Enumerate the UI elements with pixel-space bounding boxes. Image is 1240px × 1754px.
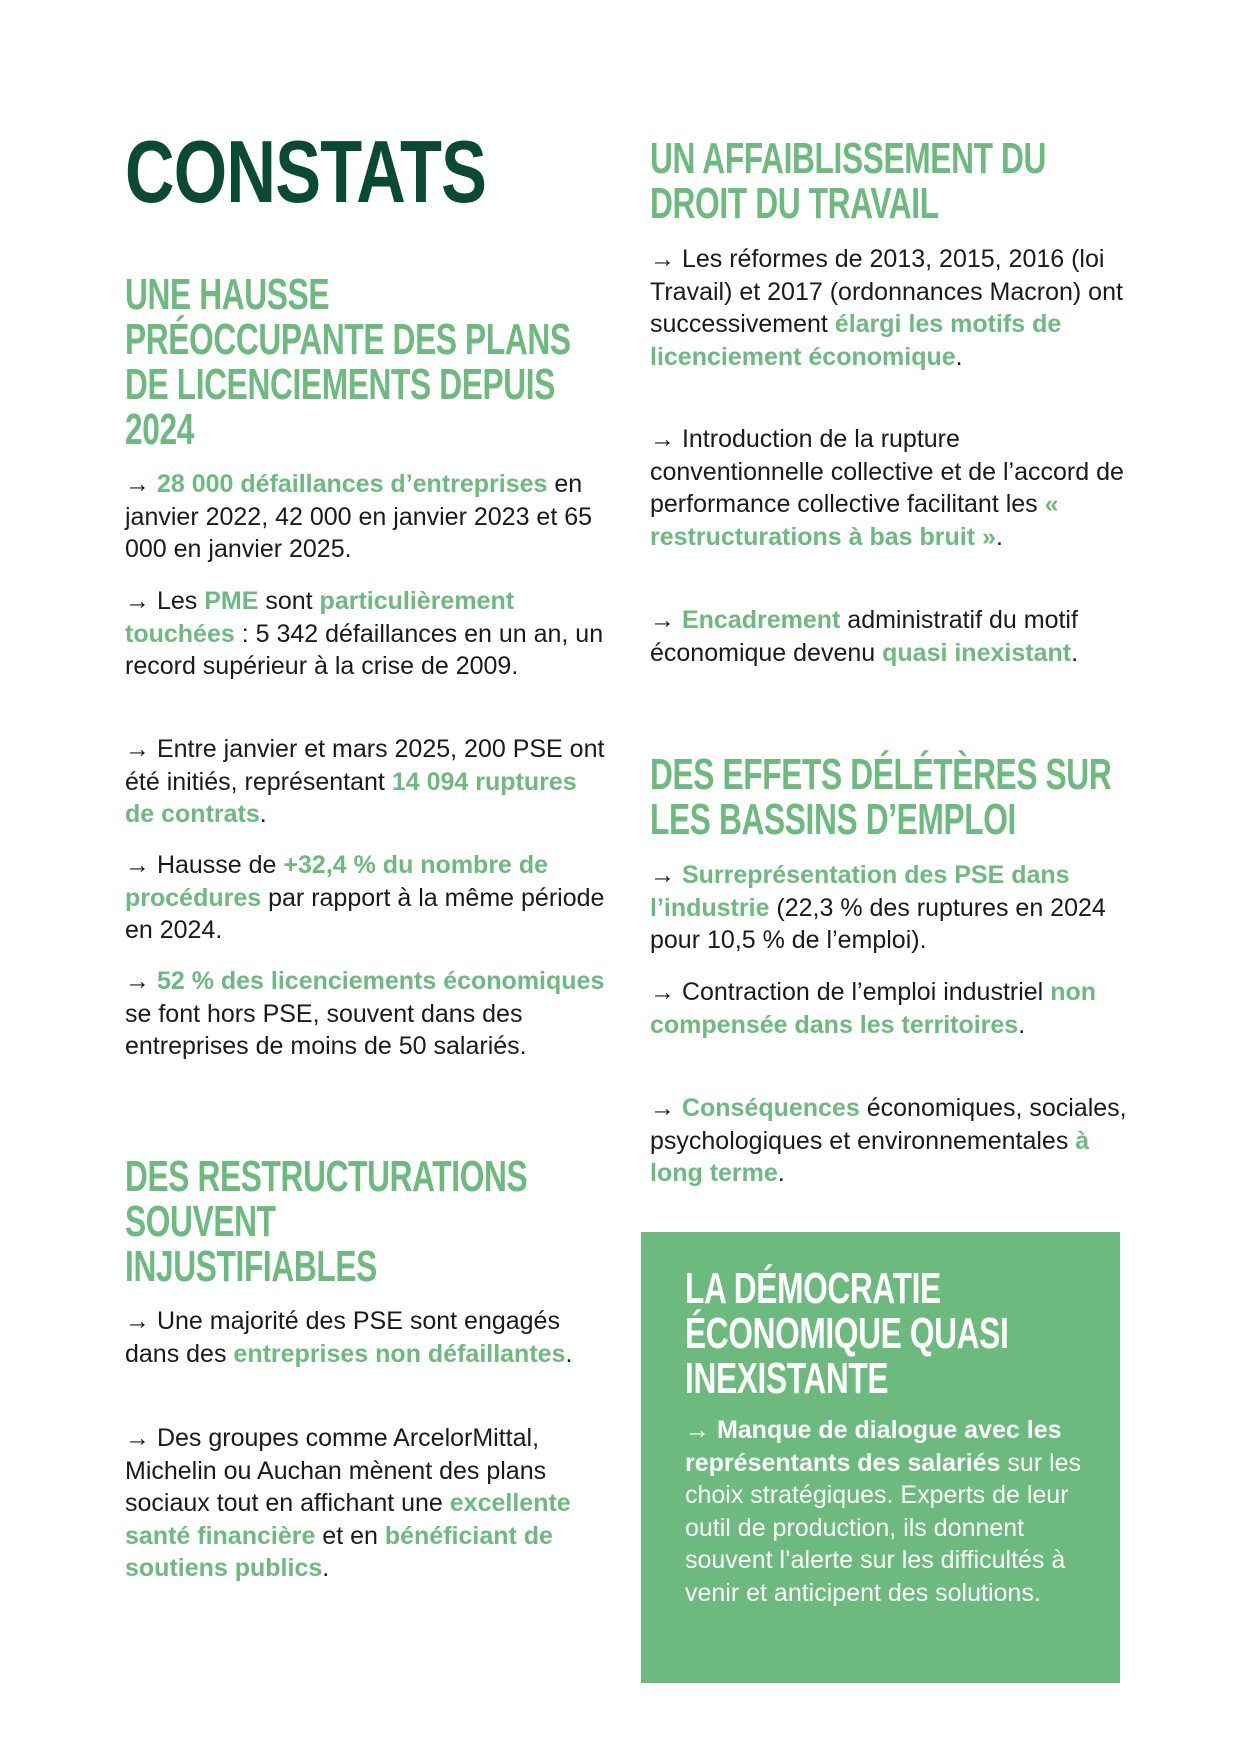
- highlight-text: « restructurations à bas bruit »: [650, 490, 1059, 551]
- paragraph: [125, 1422, 595, 1585]
- paragraph: [125, 849, 605, 947]
- paragraph: [650, 1092, 1130, 1190]
- highlight-text: élargi les motifs de licenciement économique: [650, 310, 1062, 371]
- heading-line: SOUVENT: [125, 1197, 276, 1246]
- paragraph: [650, 243, 1130, 373]
- section-heading: [125, 272, 622, 452]
- body-text: : 5 342 défaillances en un an, un record supérieur à la crise de 2009.: [125, 619, 604, 680]
- highlight-text: bénéficiant de soutiens publics: [125, 1521, 553, 1582]
- heading-line: DROIT DU TRAVAIL: [650, 179, 939, 228]
- body-text: →: [125, 470, 157, 498]
- highlight-text: Encadrement: [681, 606, 841, 634]
- body-text: .: [1071, 638, 1079, 667]
- heading-line: LA DÉMOCRATIE: [685, 1264, 941, 1313]
- section-effets: [650, 750, 1130, 1187]
- box-content: [685, 1264, 1105, 1607]
- highlight-text: à long terme: [650, 1126, 1090, 1187]
- body-text: sont: [258, 587, 320, 615]
- highlight-text: 28 000 défaillances d’entreprises: [156, 470, 548, 498]
- body-text: →: [125, 967, 157, 995]
- body-text: → Les: [125, 587, 205, 615]
- paragraph: [650, 976, 1130, 1041]
- page-title: CONSTATS: [125, 122, 487, 221]
- heading-line: INEXISTANTE: [685, 1354, 889, 1403]
- highlight-text: entreprises non défaillantes: [233, 1339, 566, 1368]
- body-text: (22,3 % des ruptures en 2024 pour 10,5 % de l’emploi).: [650, 893, 1106, 954]
- heading-line: DE LICENCIEMENTS DEPUIS: [125, 360, 556, 409]
- highlight-text: excellente santé financière: [125, 1489, 571, 1550]
- box-paragraph: [685, 1414, 1105, 1609]
- highlight-text: +32,4 % du nombre de procédures: [125, 851, 549, 912]
- paragraph: [125, 585, 605, 683]
- paragraph: [650, 423, 1130, 553]
- heading-line: 2024: [125, 405, 195, 454]
- body-text: → Les réformes de 2013, 2015, 2016 (loi Travail) et 2017 (ordonnances Macron) ont successivement: [650, 245, 1123, 338]
- paragraph: [650, 859, 1130, 957]
- body-text: .: [259, 800, 267, 828]
- body-text: → Contraction de l’emploi industriel: [650, 978, 1051, 1006]
- body-text: économiques, sociales, psychologiques et environnementales: [650, 1094, 1127, 1155]
- paragraph: [125, 965, 605, 1063]
- body-text: → Hausse de: [125, 851, 284, 879]
- paragraph: [125, 468, 605, 566]
- body-text: → Introduction de la rupture conventionnelle collective et de l’accord de performance collective facilitant les: [650, 425, 1124, 518]
- highlight-text: → Manque de dialogue avec les représentants des salariés: [685, 1416, 1062, 1477]
- highlight-text: 52 % des licenciements économiques: [156, 967, 605, 995]
- body-text: .: [565, 1339, 573, 1368]
- heading-line: INJUSTIFIABLES: [125, 1242, 377, 1291]
- highlight-text: 14 094 ruptures de contrats: [125, 767, 577, 828]
- section-hausse: [125, 270, 605, 1060]
- body-text: →: [650, 606, 682, 634]
- paragraph: [650, 604, 1130, 669]
- box-heading: [685, 1266, 1146, 1401]
- body-text: et en: [315, 1521, 385, 1550]
- paragraph: [125, 1305, 595, 1370]
- highlight-text: Surreprésentation des PSE dans l’industrie: [650, 861, 1070, 922]
- body-text: .: [1018, 1010, 1026, 1039]
- heading-line: DES RESTRUCTURATIONS: [125, 1152, 528, 1201]
- section-heading: [125, 1154, 622, 1289]
- body-text: se font hors PSE, souvent dans des entreprises de moins de 50 salariés.: [125, 999, 527, 1060]
- highlight-text: particulièrement touchées: [125, 587, 515, 648]
- body-text: .: [322, 1554, 330, 1582]
- heading-line: UN AFFAIBLISSEMENT DU: [650, 134, 1047, 183]
- body-text: → Des groupes comme ArcelorMittal, Michelin ou Auchan mènent des plans sociaux tout en affichant une: [125, 1424, 547, 1517]
- highlight-text: Conséquences: [681, 1094, 860, 1122]
- section-affaiblissement: [650, 134, 1130, 667]
- paragraph: [125, 733, 605, 831]
- heading-line: DES EFFETS DÉLÉTÈRES SUR: [650, 750, 1112, 799]
- highlight-box: [641, 1232, 1120, 1683]
- section-heading: [650, 752, 1147, 842]
- body-text: → Une majorité des PSE sont engagés dans des: [125, 1307, 560, 1368]
- highlight-text: non compensée dans les territoires: [650, 978, 1097, 1039]
- heading-line: LES BASSINS D’EMPLOI: [650, 795, 1016, 844]
- body-text: .: [995, 522, 1003, 551]
- section-heading: [650, 136, 1147, 226]
- body-text: par rapport à la même période en 2024.: [125, 883, 605, 944]
- body-text: →: [650, 861, 682, 889]
- highlight-text: PME: [204, 587, 259, 615]
- body-text: administratif du motif économique devenu: [650, 606, 1078, 667]
- heading-line: ÉCONOMIQUE QUASI: [685, 1309, 1009, 1358]
- body-text: sur les choix stratégiques. Experts de leur outil de production, ils donnent souvent l’alerte sur les difficultés à venir et anticipent des solutions.: [685, 1448, 1082, 1607]
- body-text: → Entre janvier et mars 2025, 200 PSE ont été initiés, représentant: [125, 735, 605, 796]
- body-text: en janvier 2022, 42 000 en janvier 2023 et 65 000 en janvier 2025.: [125, 470, 593, 563]
- heading-line: PRÉOCCUPANTE DES PLANS: [125, 315, 571, 364]
- section-restructurations: [125, 1152, 605, 1582]
- highlight-text: quasi inexistant: [882, 638, 1072, 667]
- body-text: .: [777, 1159, 785, 1187]
- heading-line: UNE HAUSSE: [125, 270, 330, 319]
- body-text: .: [955, 342, 963, 371]
- body-text: →: [650, 1094, 682, 1122]
